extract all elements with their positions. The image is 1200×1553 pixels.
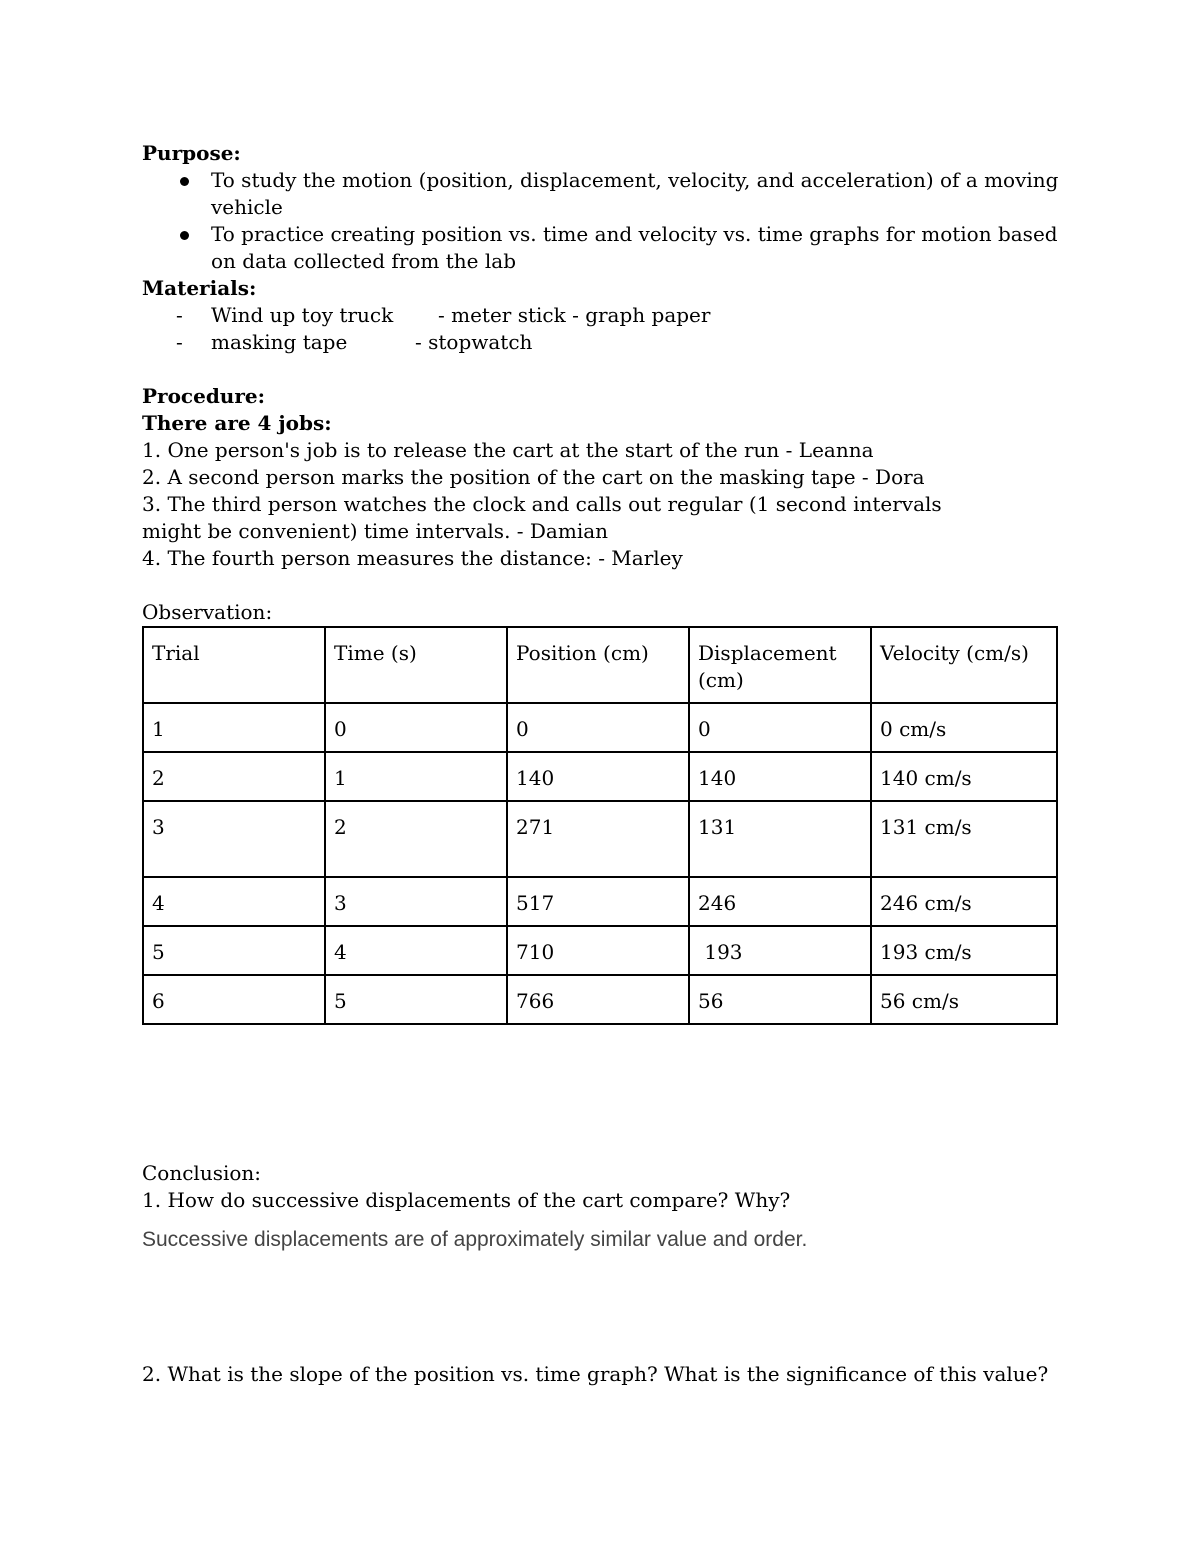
spacer bbox=[142, 572, 1062, 599]
materials-row-1: - Wind up toy truck - meter stick - graph paper bbox=[176, 303, 711, 327]
table-header-row bbox=[143, 627, 1057, 703]
materials-row-2: - masking tape - stopwatch bbox=[176, 330, 533, 354]
bullet-icon bbox=[180, 177, 189, 186]
table-cell: 193 bbox=[689, 926, 871, 975]
table-cell: 0 cm/s bbox=[871, 703, 1057, 752]
table-header-cell: Time (s) bbox=[325, 627, 507, 703]
table-cell: 2 bbox=[325, 801, 507, 877]
table-header-cell: Trial bbox=[143, 627, 325, 703]
purpose-heading: Purpose: bbox=[142, 141, 241, 165]
table-cell: 3 bbox=[143, 801, 325, 877]
purpose-bullet-2: To practice creating position vs. time and velocity vs. time graphs for motion based on data collected from the lab bbox=[142, 221, 1062, 275]
table-header-cell: Displacement (cm) bbox=[689, 627, 871, 703]
spacer bbox=[142, 356, 1062, 383]
bullet-icon bbox=[180, 231, 189, 240]
table-cell: 2 bbox=[143, 752, 325, 801]
table-row bbox=[143, 801, 1057, 877]
table-row bbox=[143, 926, 1057, 975]
table-cell: 271 bbox=[507, 801, 689, 877]
table-cell: 193 cm/s bbox=[871, 926, 1057, 975]
table-cell: 5 bbox=[143, 926, 325, 975]
conclusion-question-2: 2. What is the slope of the position vs. time graph? What is the significance of this value? bbox=[142, 1362, 1049, 1386]
procedure-step-2: 2. A second person marks the position of the cart on the masking tape - Dora bbox=[142, 465, 925, 489]
table-cell: 766 bbox=[507, 975, 689, 1024]
procedure-step-1: 1. One person's job is to release the cart at the start of the run - Leanna bbox=[142, 438, 874, 462]
table-cell: 246 cm/s bbox=[871, 877, 1057, 926]
observation-table bbox=[142, 626, 1058, 1025]
conclusion-label: Conclusion: bbox=[142, 1161, 262, 1185]
table-cell: 0 bbox=[507, 703, 689, 752]
purpose-list bbox=[142, 167, 1062, 275]
conclusion-answer-1: Successive displacements are of approximately similar value and order. bbox=[142, 1228, 808, 1251]
table-row bbox=[143, 975, 1057, 1024]
table-cell: 56 cm/s bbox=[871, 975, 1057, 1024]
document-page bbox=[142, 140, 1062, 1388]
table-cell: 131 cm/s bbox=[871, 801, 1057, 877]
spacer bbox=[142, 1253, 1062, 1361]
spacer bbox=[142, 1025, 1062, 1160]
procedure-subheading: There are 4 jobs: bbox=[142, 411, 332, 435]
table-cell: 6 bbox=[143, 975, 325, 1024]
procedure-heading: Procedure: bbox=[142, 384, 265, 408]
table-row bbox=[143, 877, 1057, 926]
table-cell: 56 bbox=[689, 975, 871, 1024]
observation-label: Observation: bbox=[142, 600, 273, 624]
table-cell: 140 bbox=[689, 752, 871, 801]
table-header-cell: Velocity (cm/s) bbox=[871, 627, 1057, 703]
table-cell: 140 bbox=[507, 752, 689, 801]
table-header-cell: Position (cm) bbox=[507, 627, 689, 703]
table-cell: 1 bbox=[143, 703, 325, 752]
table-row bbox=[143, 703, 1057, 752]
table-cell: 710 bbox=[507, 926, 689, 975]
procedure-step-3: 3. The third person watches the clock and calls out regular (1 second intervals might be convenient) time intervals. - Damian bbox=[142, 492, 942, 543]
table-cell: 5 bbox=[325, 975, 507, 1024]
table-row bbox=[143, 752, 1057, 801]
table-cell: 517 bbox=[507, 877, 689, 926]
table-cell: 140 cm/s bbox=[871, 752, 1057, 801]
spacer bbox=[142, 1214, 1062, 1226]
procedure-step-4: 4. The fourth person measures the distance: - Marley bbox=[142, 546, 683, 570]
table-cell: 4 bbox=[325, 926, 507, 975]
conclusion-question-1: 1. How do successive displacements of the cart compare? Why? bbox=[142, 1188, 791, 1212]
table-cell: 0 bbox=[325, 703, 507, 752]
table-cell: 246 bbox=[689, 877, 871, 926]
purpose-bullet-1: To study the motion (position, displacement, velocity, and acceleration) of a moving vehicle bbox=[142, 167, 1062, 221]
table-cell: 3 bbox=[325, 877, 507, 926]
materials-heading: Materials: bbox=[142, 276, 257, 300]
table-cell: 1 bbox=[325, 752, 507, 801]
table-cell: 131 bbox=[689, 801, 871, 877]
table-cell: 0 bbox=[689, 703, 871, 752]
table-cell: 4 bbox=[143, 877, 325, 926]
